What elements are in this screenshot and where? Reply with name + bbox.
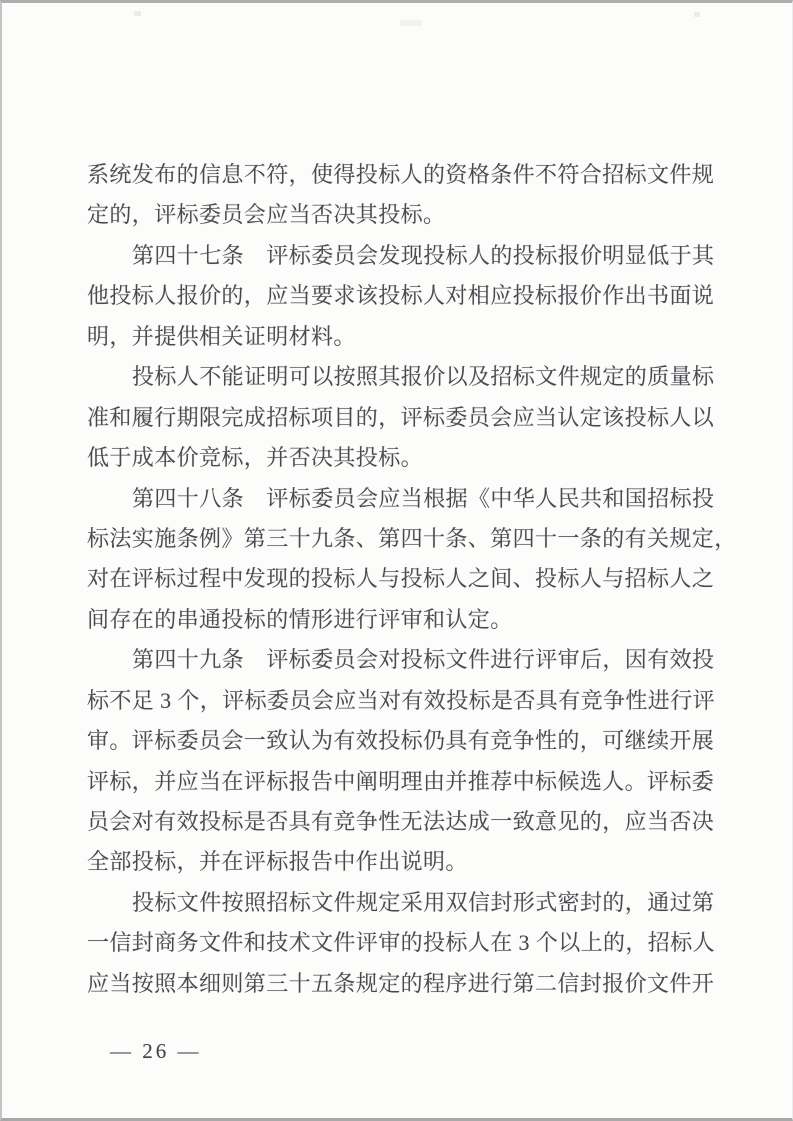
scan-artifact [694, 12, 700, 17]
scan-artifact [134, 11, 141, 16]
text-line: 员会对有效投标是否具有竞争性无法达成一致意见的，应当否决 [87, 809, 715, 834]
text-line: 应当按照本细则第三十五条规定的程序进行第二信封报价文件开 [87, 970, 715, 996]
document-body-text [87, 155, 737, 1004]
text-line-article-49: 第四十九条 评标委员会对投标文件进行评审后，因有效投 [132, 647, 715, 673]
text-line: 对在评标过程中发现的投标人与投标人之间、投标人与招标人之 [87, 566, 715, 592]
text-line: 一信封商务文件和技术文件评审的投标人在 3 个以上的，招标人 [87, 930, 716, 956]
scan-artifact [400, 20, 422, 26]
text-line: 审。评标委员会一致认为有效投标仍具有竞争性的，可继续开展 [87, 728, 715, 754]
text-line: 全部投标，并在评标报告中作出说明。 [87, 849, 468, 875]
text-line: 系统发布的信息不符，使得投标人的资格条件不符合招标文件规 [87, 162, 715, 187]
text-line: 低于成本价竞标，并否决其投标。 [87, 445, 424, 471]
text-line: 他投标人报价的，应当要求该投标人对相应投标报价作出书面说 [87, 283, 715, 309]
text-line: 间存在的串通投标的情形进行评审和认定。 [87, 606, 513, 632]
text-line: 投标文件按照招标文件规定采用双信封形式密封的，通过第 [132, 889, 715, 915]
text-line-article-47: 第四十七条 评标委员会发现投标人的投标报价明显低于其 [132, 242, 715, 268]
text-line: 标法实施条例》第三十九条、第四十条、第四十一条的有关规定， [87, 525, 737, 551]
text-line: 投标人不能证明可以按照其报价以及招标文件规定的质量标 [132, 364, 715, 390]
page-number: — 26 — [110, 1039, 202, 1063]
text-line: 准和履行期限完成招标项目的，评标委员会应当认定该投标人以 [87, 404, 715, 430]
text-line: 标不足 3 个，评标委员会应当对有效投标是否具有竞争性进行评 [87, 687, 716, 713]
text-line: 评标，并应当在评标报告中阐明理由并推荐中标候选人。评标委 [87, 768, 715, 794]
text-line: 明，并提供相关证明材料。 [87, 323, 356, 349]
text-line-article-48: 第四十八条 评标委员会应当根据《中华人民共和国招标投 [132, 485, 715, 511]
text-line: 定的，评标委员会应当否决其投标。 [87, 202, 446, 228]
